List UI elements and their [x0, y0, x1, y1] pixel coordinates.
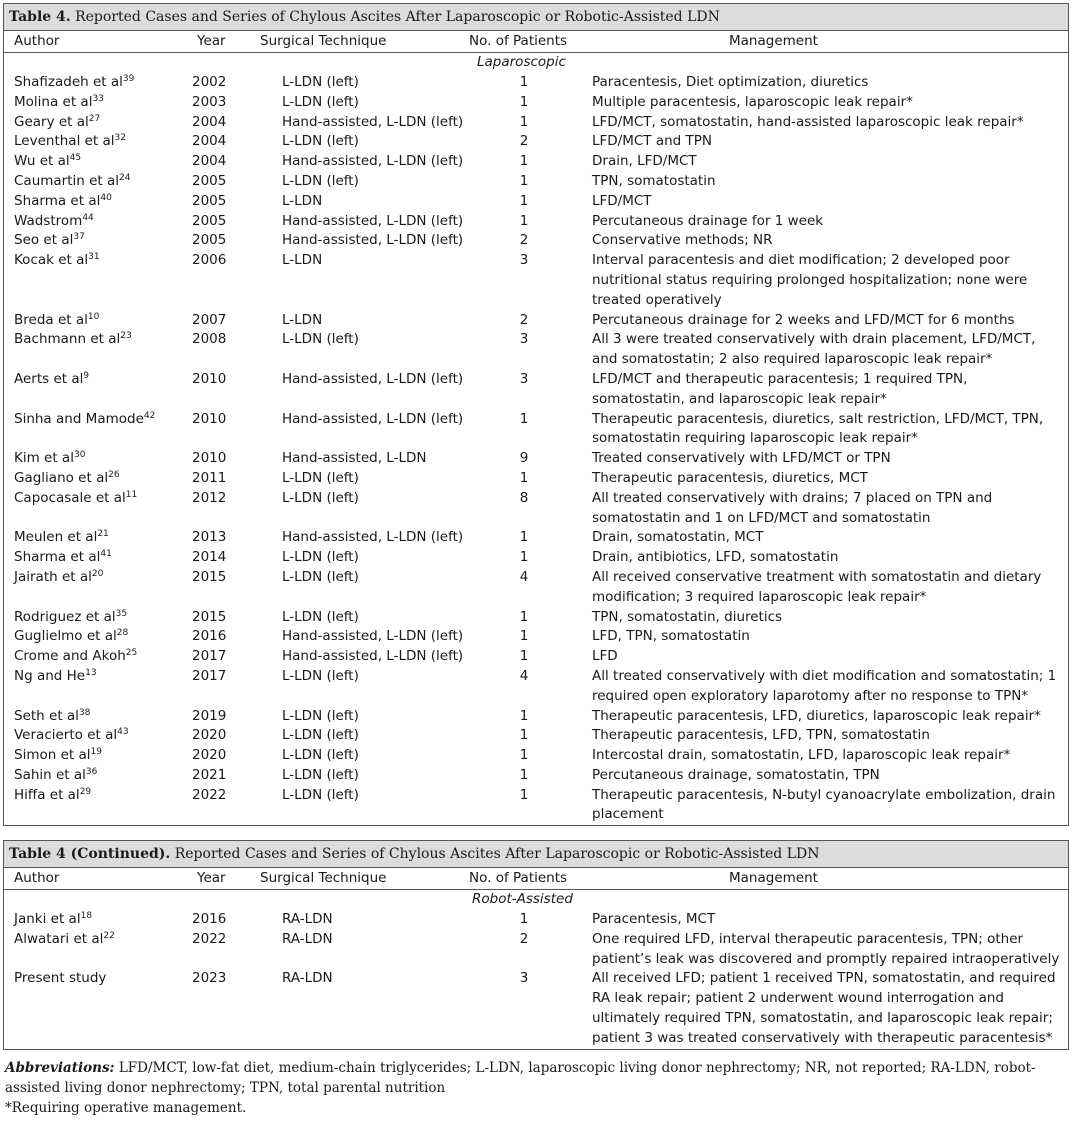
- table-row: [4, 73, 1068, 93]
- author-name: Guglielmo et al: [14, 628, 117, 645]
- table-row: [4, 132, 1068, 152]
- header-management: Management: [729, 33, 818, 49]
- reference-number: 20: [91, 568, 104, 579]
- year-cell: 2010: [192, 410, 227, 427]
- patients-cell: 1: [519, 212, 529, 229]
- caption-text: Reported Cases and Series of Chylous Ascites After Laparoscopic or Robotic-Assisted LDN: [170, 846, 820, 862]
- reference-number: 43: [117, 727, 129, 738]
- author-cell: [14, 469, 120, 489]
- reference-number: 35: [115, 608, 128, 619]
- technique-cell: Hand-assisted, L-LDN (left): [282, 232, 464, 249]
- management-cell: Treated conservatively with LFD/MCT or TPN: [592, 450, 891, 467]
- year-cell: 2011: [192, 469, 227, 486]
- technique-cell: L-LDN (left): [282, 469, 359, 486]
- header-year: Year: [197, 33, 226, 49]
- table-row: [4, 786, 1068, 826]
- reference-number: 39: [122, 74, 135, 84]
- header-patients: No. of Patients: [469, 870, 568, 886]
- management-cell: All treated conservatively with diet modification and somatostatin; 1 required open exploratory laparotomy after no response to TPN*: [592, 667, 1057, 704]
- management-cell: Drain, somatostatin, MCT: [592, 529, 764, 546]
- author-name: Wu et al: [14, 153, 70, 170]
- patients-cell: 1: [519, 469, 529, 486]
- table-body: [4, 73, 1068, 825]
- technique-cell: L-LDN: [282, 252, 323, 269]
- year-cell: 2004: [192, 133, 227, 150]
- author-name: Janki et al: [14, 911, 81, 927]
- management-cell: LFD/MCT: [592, 192, 652, 209]
- management-cell: One required LFD, interval therapeutic paracentesis, TPN; other patient’s leak was discovered and promptly repaired intraoperatively: [592, 930, 1060, 967]
- patients-cell: 1: [519, 648, 529, 665]
- patients-cell: 1: [519, 747, 529, 764]
- year-cell: 2010: [192, 450, 227, 467]
- reference-number: 9: [83, 370, 90, 381]
- year-cell: 2020: [192, 727, 227, 744]
- caption-label: Table 4.: [9, 9, 71, 25]
- technique-cell: L-LDN (left): [282, 568, 359, 585]
- management-cell: Therapeutic paracentesis, diuretics, salt restriction, LFD/MCT, TPN, somatostatin requiring laparoscopic leak repair*: [592, 410, 1044, 447]
- management-cell: Therapeutic paracentesis, N-butyl cyanoacrylate embolization, drain placement: [592, 786, 1056, 823]
- technique-cell: Hand-assisted, L-LDN (left): [282, 370, 464, 387]
- table-row: [4, 548, 1068, 568]
- technique-cell: Hand-assisted, L-LDN (left): [282, 410, 464, 427]
- technique-cell: L-LDN (left): [282, 74, 359, 90]
- table-row: [4, 608, 1068, 628]
- reference-number: 22: [103, 930, 115, 941]
- year-cell: 2012: [192, 489, 227, 506]
- technique-cell: L-LDN (left): [282, 766, 359, 783]
- table-caption: [4, 841, 1068, 867]
- patients-cell: 2: [519, 930, 529, 947]
- author-cell: [14, 192, 112, 212]
- management-cell: All treated conservatively with drains; 7 placed on TPN and somatostatin and 1 on LFD/MCT and somatostatin: [592, 489, 993, 526]
- author-name: Crome and Akoh: [14, 648, 126, 665]
- management-cell: Conservative methods; NR: [592, 232, 773, 249]
- management-cell: All 3 were treated conservatively with drain placement, LFD/MCT, and somatostatin; 2 also required laparoscopic leak repair*: [592, 331, 1036, 368]
- caption-text: Reported Cases and Series of Chylous Ascites After Laparoscopic or Robotic-Assisted LDN: [70, 9, 720, 25]
- author-name: Aerts et al: [14, 370, 84, 387]
- technique-cell: Hand-assisted, L-LDN (left): [282, 529, 464, 546]
- author-cell: [14, 311, 99, 331]
- technique-cell: Hand-assisted, L-LDN (left): [282, 628, 464, 645]
- author-name: Jairath et al: [14, 568, 92, 585]
- table-row: [4, 766, 1068, 786]
- author-cell: [14, 568, 103, 588]
- management-cell: Interval paracentesis and diet modification; 2 developed poor nutritional status requiring prolonged hospitalization; none were treated operatively: [592, 252, 1028, 308]
- table-row: [4, 910, 1068, 930]
- author-cell: [14, 667, 97, 687]
- header-technique: Surgical Technique: [260, 33, 387, 49]
- year-cell: 2003: [192, 93, 227, 110]
- patients-cell: 4: [519, 568, 529, 585]
- patients-cell: 1: [519, 628, 529, 645]
- patients-cell: 1: [519, 410, 529, 427]
- technique-cell: L-LDN (left): [282, 489, 359, 506]
- table-row: [4, 647, 1068, 667]
- author-name: Rodriguez et al: [14, 608, 116, 625]
- author-cell: [14, 608, 127, 628]
- author-name: Kocak et al: [14, 252, 89, 269]
- year-cell: 2014: [192, 549, 227, 566]
- patients-cell: 9: [519, 450, 529, 467]
- reference-number: 45: [69, 153, 82, 164]
- author-name: Simon et al: [14, 747, 91, 764]
- year-cell: 2019: [192, 707, 227, 724]
- abbreviations-note: [5, 1058, 1065, 1098]
- management-cell: TPN, somatostatin: [592, 172, 716, 189]
- header-patients: No. of Patients: [469, 33, 568, 49]
- year-cell: 2007: [192, 311, 227, 328]
- technique-cell: L-LDN (left): [282, 133, 359, 150]
- patients-cell: 1: [519, 766, 529, 783]
- table-row: [4, 746, 1068, 766]
- management-cell: Paracentesis, Diet optimization, diuretics: [592, 74, 869, 90]
- management-cell: Percutaneous drainage for 2 weeks and LFD/MCT for 6 months: [592, 311, 1015, 328]
- year-cell: 2004: [192, 113, 227, 130]
- header-management: Management: [729, 870, 818, 886]
- technique-cell: L-LDN (left): [282, 707, 359, 724]
- patients-cell: 4: [519, 667, 529, 684]
- management-cell: TPN, somatostatin, diuretics: [592, 608, 783, 625]
- patients-cell: 1: [519, 192, 529, 209]
- author-cell: [14, 930, 115, 950]
- author-cell: [14, 910, 92, 930]
- table-row: [4, 969, 1068, 1048]
- patients-cell: 1: [519, 93, 529, 110]
- management-cell: All received conservative treatment with somatostatin and dietary modification; 3 required laparoscopic leak repair*: [592, 568, 1042, 605]
- author-name: Breda et al: [14, 311, 88, 328]
- year-cell: 2005: [192, 172, 227, 189]
- table-row: [4, 489, 1068, 529]
- table-row: [4, 410, 1068, 450]
- patients-cell: 3: [519, 331, 529, 348]
- author-name: Wadstrom: [14, 212, 83, 229]
- reference-number: 27: [88, 113, 101, 124]
- reference-number: 37: [73, 232, 85, 243]
- author-name: Sahin et al: [14, 766, 86, 783]
- table-footnotes: [5, 1058, 1065, 1118]
- year-cell: 2013: [192, 529, 227, 546]
- subheading: [4, 890, 1068, 910]
- table-row: [4, 192, 1068, 212]
- author-cell: [14, 113, 100, 133]
- author-name: Geary et al: [14, 113, 89, 130]
- management-cell: Intercostal drain, somatostatin, LFD, laparoscopic leak repair*: [592, 747, 1011, 764]
- author-cell: [14, 489, 137, 509]
- management-cell: LFD: [592, 648, 618, 665]
- technique-cell: L-LDN: [282, 311, 323, 328]
- table-row: [4, 93, 1068, 113]
- technique-cell: L-LDN (left): [282, 608, 359, 625]
- author-name: Alwatari et al: [14, 930, 104, 947]
- subheading-label: Robot-Assisted: [472, 891, 573, 907]
- reference-number: 31: [88, 252, 100, 263]
- reference-number: 29: [79, 786, 92, 797]
- author-cell: [14, 528, 109, 548]
- table-row: [4, 449, 1068, 469]
- author-name: Molina et al: [14, 93, 93, 110]
- patients-cell: 2: [519, 311, 529, 328]
- table-row: [4, 251, 1068, 310]
- management-cell: Paracentesis, MCT: [592, 911, 716, 927]
- patients-cell: 1: [519, 786, 529, 803]
- author-cell: [14, 330, 132, 350]
- reference-number: 26: [108, 469, 120, 480]
- table-row: [4, 667, 1068, 707]
- technique-cell: RA-LDN: [282, 911, 333, 927]
- author-cell: [14, 766, 97, 786]
- year-cell: 2010: [192, 370, 227, 387]
- year-cell: 2005: [192, 192, 227, 209]
- technique-cell: Hand-assisted, L-LDN (left): [282, 648, 464, 665]
- management-cell: LFD/MCT and TPN: [592, 133, 713, 150]
- reference-number: 10: [87, 311, 100, 322]
- management-cell: Multiple paracentesis, laparoscopic leak repair*: [592, 93, 913, 110]
- author-name: Kim et al: [14, 450, 74, 467]
- patients-cell: 3: [519, 252, 529, 269]
- author-cell: [14, 627, 128, 647]
- technique-cell: L-LDN (left): [282, 93, 359, 110]
- patients-cell: 1: [519, 113, 529, 130]
- author-cell: [14, 73, 134, 93]
- author-name: Sinha and Mamode: [14, 410, 144, 427]
- management-cell: Drain, LFD/MCT: [592, 153, 697, 170]
- patients-cell: 1: [519, 153, 529, 170]
- technique-cell: L-LDN (left): [282, 172, 359, 189]
- author-cell: [14, 93, 104, 113]
- author-cell: [14, 172, 131, 192]
- header-row: [4, 867, 1068, 890]
- year-cell: 2016: [192, 911, 227, 927]
- management-cell: LFD/MCT and therapeutic paracentesis; 1 required TPN, somatostatin, and laparoscopic leak repair*: [592, 370, 968, 407]
- reference-number: 13: [85, 667, 97, 678]
- reference-number: 33: [92, 93, 104, 104]
- technique-cell: Hand-assisted, L-LDN (left): [282, 113, 464, 130]
- year-cell: 2005: [192, 212, 227, 229]
- year-cell: 2008: [192, 331, 227, 348]
- year-cell: 2020: [192, 747, 227, 764]
- patients-cell: 8: [519, 489, 529, 506]
- author-cell: [14, 212, 94, 232]
- author-cell: [14, 132, 126, 152]
- management-cell: Percutaneous drainage for 1 week: [592, 212, 824, 229]
- table-row: [4, 707, 1068, 727]
- year-cell: 2016: [192, 628, 227, 645]
- reference-number: 38: [78, 707, 91, 718]
- technique-cell: L-LDN (left): [282, 549, 359, 566]
- author-name: Caumartin et al: [14, 172, 120, 189]
- patients-cell: 2: [519, 133, 529, 150]
- technique-cell: L-LDN (left): [282, 727, 359, 744]
- patients-cell: 1: [519, 549, 529, 566]
- reference-number: 36: [85, 766, 98, 777]
- management-cell: Therapeutic paracentesis, LFD, TPN, somatostatin: [592, 727, 930, 744]
- table-row: [4, 528, 1068, 548]
- author-cell: [14, 707, 90, 727]
- management-cell: All received LFD; patient 1 received TPN, somatostatin, and required RA leak repair; patient 2 underwent wound interrogation and ultimately required TPN, somatostatin, and laparoscopic leak repair; patient 3 was treated conservatively with therapeutic paracentesis*: [592, 970, 1056, 1046]
- author-name: Meulen et al: [14, 529, 98, 546]
- table-row: [4, 172, 1068, 192]
- year-cell: 2021: [192, 766, 227, 783]
- technique-cell: L-LDN: [282, 192, 323, 209]
- author-cell: [14, 548, 112, 568]
- year-cell: 2023: [192, 970, 227, 987]
- year-cell: 2006: [192, 252, 227, 269]
- management-cell: LFD/MCT, somatostatin, hand-assisted laparoscopic leak repair*: [592, 113, 1024, 130]
- author-name: Veracierto et al: [14, 727, 118, 744]
- author-name: Present study: [14, 970, 107, 987]
- table-caption: [4, 4, 1068, 30]
- table-row: [4, 152, 1068, 172]
- patients-cell: 1: [519, 172, 529, 189]
- patients-cell: 1: [519, 74, 529, 90]
- table-row: [4, 930, 1068, 970]
- table-row: [4, 627, 1068, 647]
- author-name: Seo et al: [14, 232, 74, 249]
- technique-cell: Hand-assisted, L-LDN: [282, 450, 427, 467]
- subheading-label: Laparoscopic: [477, 54, 566, 70]
- reference-number: 32: [114, 133, 126, 144]
- author-name: Gagliano et al: [14, 469, 109, 486]
- author-name: Hiffa et al: [14, 786, 80, 803]
- author-name: Capocasale et al: [14, 489, 126, 506]
- technique-cell: RA-LDN: [282, 970, 333, 987]
- year-cell: 2015: [192, 568, 227, 585]
- table-row: [4, 469, 1068, 489]
- reference-number: 42: [143, 410, 156, 421]
- reference-number: 44: [82, 212, 94, 223]
- author-cell: [14, 152, 81, 172]
- author-name: Sharma et al: [14, 549, 101, 566]
- author-cell: [14, 370, 89, 390]
- reference-number: 19: [90, 747, 102, 758]
- table-row: [4, 231, 1068, 251]
- management-cell: Drain, antibiotics, LFD, somatostatin: [592, 549, 839, 566]
- author-cell: [14, 647, 137, 667]
- operative-note: *Requiring operative management.: [5, 1100, 247, 1116]
- table-4-continued: [3, 840, 1069, 1050]
- table-row: [4, 330, 1068, 370]
- header-year: Year: [197, 870, 226, 886]
- author-cell: [14, 726, 129, 746]
- table-row: [4, 311, 1068, 331]
- header-author: Author: [14, 33, 60, 49]
- author-name: Ng and He: [14, 667, 86, 684]
- patients-cell: 1: [519, 707, 529, 724]
- author-cell: [14, 231, 85, 251]
- reference-number: 40: [100, 192, 112, 203]
- year-cell: 2002: [192, 74, 227, 90]
- reference-number: 11: [125, 489, 138, 500]
- reference-number: 41: [100, 549, 112, 560]
- year-cell: 2004: [192, 153, 227, 170]
- patients-cell: 3: [519, 970, 529, 987]
- patients-cell: 1: [519, 608, 529, 625]
- year-cell: 2022: [192, 930, 227, 947]
- year-cell: 2022: [192, 786, 227, 803]
- reference-number: 30: [73, 450, 86, 461]
- reference-number: 18: [80, 911, 93, 921]
- header-row: [4, 30, 1068, 53]
- year-cell: 2017: [192, 648, 227, 665]
- author-name: Shafizadeh et al: [14, 74, 123, 90]
- management-cell: Percutaneous drainage, somatostatin, TPN: [592, 766, 880, 783]
- author-cell: [14, 251, 100, 271]
- table-body: [4, 910, 1068, 1049]
- technique-cell: RA-LDN: [282, 930, 333, 947]
- technique-cell: Hand-assisted, L-LDN (left): [282, 153, 464, 170]
- patients-cell: 1: [519, 529, 529, 546]
- author-name: Seth et al: [14, 707, 79, 724]
- reference-number: 24: [119, 172, 131, 183]
- author-name: Bachmann et al: [14, 331, 121, 348]
- table-row: [4, 726, 1068, 746]
- management-cell: Therapeutic paracentesis, LFD, diuretics, laparoscopic leak repair*: [592, 707, 1041, 724]
- author-cell: [14, 449, 85, 469]
- author-cell: [14, 786, 91, 806]
- year-cell: 2015: [192, 608, 227, 625]
- subheading: [4, 53, 1068, 73]
- author-cell: [14, 746, 102, 766]
- author-name: Sharma et al: [14, 192, 101, 209]
- technique-cell: L-LDN (left): [282, 747, 359, 764]
- patients-cell: 3: [519, 370, 529, 387]
- reference-number: 21: [97, 529, 109, 540]
- year-cell: 2005: [192, 232, 227, 249]
- technique-cell: L-LDN (left): [282, 786, 359, 803]
- patients-cell: 1: [519, 911, 529, 927]
- author-name: Leventhal et al: [14, 133, 115, 150]
- header-author: Author: [14, 870, 60, 886]
- technique-cell: L-LDN (left): [282, 331, 359, 348]
- table-row: [4, 113, 1068, 133]
- patients-cell: 1: [519, 727, 529, 744]
- table-row: [4, 568, 1068, 608]
- year-cell: 2017: [192, 667, 227, 684]
- author-cell: [14, 410, 155, 430]
- patients-cell: 2: [519, 232, 529, 249]
- abbreviations-text: LFD/MCT, low-fat diet, medium-chain triglycerides; L-LDN, laparoscopic living donor nephrectomy; NR, not reported; RA-LDN, robot-assisted living donor nephrectomy; TPN, total parental nutrition: [5, 1060, 1036, 1096]
- management-cell: Therapeutic paracentesis, diuretics, MCT: [592, 469, 868, 486]
- abbreviations-label: Abbreviations:: [5, 1060, 115, 1076]
- table-row: [4, 212, 1068, 232]
- technique-cell: Hand-assisted, L-LDN (left): [282, 212, 464, 229]
- table-4: [3, 3, 1069, 826]
- reference-number: 23: [120, 331, 132, 342]
- header-technique: Surgical Technique: [260, 870, 387, 886]
- author-cell: [14, 969, 106, 989]
- technique-cell: L-LDN (left): [282, 667, 359, 684]
- reference-number: 25: [125, 648, 138, 659]
- caption-label: Table 4 (Continued).: [9, 846, 171, 862]
- management-cell: LFD, TPN, somatostatin: [592, 628, 750, 645]
- table-row: [4, 370, 1068, 410]
- reference-number: 28: [116, 628, 129, 639]
